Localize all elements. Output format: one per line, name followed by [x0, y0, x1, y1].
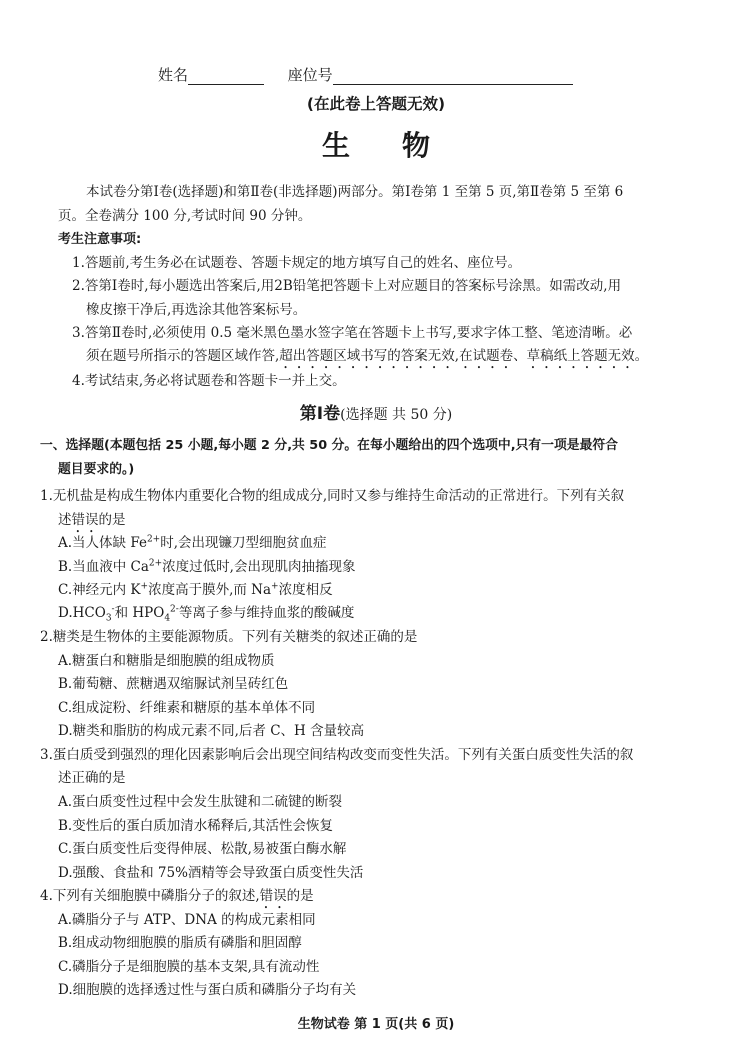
q1-b-text: B.当血液中 Ca [58, 559, 149, 575]
note-3-cont-a: 须在题号所指示的答题区域作答, [86, 348, 280, 364]
q2-option-b: B.葡萄糖、蔗糖遇双缩脲试剂呈砖红色 [58, 676, 289, 692]
note-2: 2.答第Ⅰ卷时,每小题选出答案后,用2B铅笔把答题卡上对应题目的答案标号涂黑。如需改动,用 [72, 278, 622, 294]
seat-blank [333, 69, 573, 85]
q4-stem-post: 的是 [286, 888, 314, 904]
q1-stem-2-post: 的是 [98, 512, 126, 528]
q2-option-d: D.糖类和脂肪的构成元素不同,后者 C、H 含量较高 [58, 723, 365, 739]
header-fields [158, 64, 573, 85]
q4-option-d: D.细胞膜的选择透过性与蛋白质和磷脂分子均有关 [58, 982, 357, 998]
q3-option-a: A.蛋白质变性过程中会发生肽键和二硫键的断裂 [58, 794, 343, 810]
q4-option-b: B.组成动物细胞膜的脂质有磷脂和胆固醇 [58, 935, 302, 951]
q3-stem-2: 述正确的是 [58, 770, 126, 786]
q1-d-text: D.HCO [58, 605, 106, 621]
subject-title: 生物 [321, 129, 482, 162]
q4-option-a: A.磷脂分子与 ATP、DNA 的构成元素相同 [58, 912, 316, 928]
section-title-sub: (选择题 共 50 分) [340, 407, 453, 423]
intro-line-2: 页。全卷满分 100 分,考试时间 90 分钟。 [58, 208, 312, 224]
q4-stem-pre: 4.下列有关细胞膜中磷脂分子的叙述, [40, 888, 260, 904]
q1-option-b [58, 555, 355, 575]
note-3-cont-c: 。 [634, 348, 649, 364]
q2-stem: 2.糖类是生物体的主要能源物质。下列有关糖类的叙述正确的是 [40, 629, 418, 645]
q1-b-sup: 2+ [148, 558, 163, 569]
note-1: 1.答题前,考生务必在试题卷、答题卡规定的地方填写自己的姓名、座位号。 [72, 255, 522, 271]
q1-c-post: 浓度相反 [278, 582, 333, 598]
no-answer-notice: (在此卷上答题无效) [306, 95, 446, 113]
q1-d-sub2: 4 [164, 613, 171, 624]
q1-d-post: 等离子参与维持血浆的酸碱度 [178, 605, 355, 621]
note-2-cont: 橡皮擦干净后,再选涂其他答案标号。 [86, 302, 307, 318]
q2-option-a: A.糖蛋白和糖脂是细胞膜的组成物质 [58, 653, 275, 669]
q1-option-c [58, 578, 333, 598]
q4-option-c: C.磷脂分子是细胞膜的基本支架,具有流动性 [58, 959, 320, 975]
intro-line-1: 本试卷分第Ⅰ卷(选择题)和第Ⅱ卷(非选择题)两部分。第Ⅰ卷第 1 至第 5 页,第Ⅱ卷第 5 至第 6 [86, 184, 624, 200]
q1-b-post: 浓度过低时,会出现肌肉抽搐现象 [162, 559, 356, 575]
note-3-cont [86, 344, 648, 372]
notes-title: 考生注意事项: [58, 232, 142, 247]
q3-option-b: B.变性后的蛋白质加清水稀释后,其活性会恢复 [58, 818, 334, 834]
q1-a-text: A.当人体缺 Fe [58, 535, 147, 551]
q1-emphasis: 错误 [71, 512, 99, 528]
q1-d-mid: 和 HPO [114, 605, 165, 621]
q1-c-mid: 浓度高于膜外,而 Na [148, 582, 272, 598]
q1-stem-1: 1.无机盐是构成生物体内重要化合物的组成成分,同时又参与维持生命活动的正常进行。下列有关叙 [40, 488, 625, 504]
section-title-main: 第Ⅰ卷 [299, 404, 341, 424]
note-4: 4.考试结束,务必将试题卷和答题卡一并上交。 [72, 373, 346, 389]
name-label: 姓名 [158, 66, 189, 84]
q1-option-d [58, 601, 354, 624]
q3-stem-1: 3.蛋白质受到强烈的理化因素影响后会出现空间结构改变而变性失活。下列有关蛋白质变性失活的叙 [40, 747, 634, 763]
q1-c-text: C.神经元内 K [58, 582, 141, 598]
q4-emphasis: 错误 [259, 888, 287, 904]
part-heading-2: 题目要求的。) [58, 462, 135, 477]
q2-option-c: C.组成淀粉、纤维素和糖原的基本单体不同 [58, 700, 316, 716]
page-footer: 生物试卷 第 1 页(共 6 页) [297, 1017, 455, 1032]
q1-c-sup1: + [140, 581, 149, 592]
note-3-emphasis: 超出答题区域书写的答案无效,在试题卷、草稿纸上答题无效 [279, 348, 635, 364]
q1-d-sub1: 3 [105, 613, 112, 624]
section-title [0, 399, 752, 424]
q3-option-d: D.强酸、食盐和 75%酒精等会导致蛋白质变性失活 [58, 865, 364, 881]
q1-stem-2-pre: 述 [58, 512, 72, 528]
q1-d-sup1: - [111, 604, 115, 615]
note-3: 3.答第Ⅱ卷时,必须使用 0.5 毫米黑色墨水签字笔在答题卡上书写,要求字体工整、笔迹清晰。必 [72, 325, 633, 341]
name-blank [188, 69, 264, 85]
part-heading-1: 一、选择题(本题包括 25 小题,每小题 2 分,共 50 分。在每小题给出的四个选项中,只有一项是最符合 [40, 438, 618, 453]
q3-option-c: C.蛋白质变性后变得伸展、松散,易被蛋白酶水解 [58, 841, 347, 857]
seat-label: 座位号 [287, 66, 333, 84]
q1-option-a [58, 531, 327, 551]
q1-a-sup: 2+ [146, 534, 161, 545]
q1-a-post: 时,会出现镰刀型细胞贫血症 [160, 535, 327, 551]
q1-d-sup2: 2- [170, 604, 179, 615]
q1-c-sup2: + [271, 581, 279, 592]
